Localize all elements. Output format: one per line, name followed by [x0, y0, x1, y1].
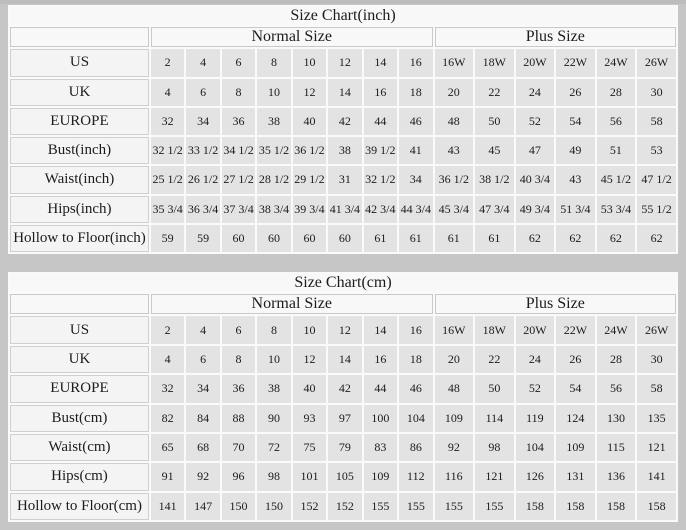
size-value-cell: 10 — [293, 316, 326, 343]
column-group-label: Normal Size — [151, 27, 433, 47]
row-label: EUROPE — [10, 108, 149, 135]
size-value-cell: 28 — [597, 346, 636, 373]
size-value-cell: 158 — [637, 493, 676, 520]
size-value-cell: 51 3/4 — [556, 196, 595, 223]
size-value-cell: 36 — [222, 375, 255, 402]
size-value-cell: 114 — [475, 405, 514, 432]
size-value-cell: 26W — [637, 49, 676, 76]
table-row — [10, 405, 676, 432]
size-value-cell: 54 — [556, 108, 595, 135]
size-value-cell: 86 — [399, 434, 432, 461]
size-value-cell: 124 — [556, 405, 595, 432]
size-value-cell: 60 — [293, 225, 326, 252]
size-value-cell: 22W — [556, 49, 595, 76]
size-value-cell: 20 — [435, 346, 474, 373]
size-value-cell: 82 — [151, 405, 184, 432]
size-value-cell: 32 — [151, 375, 184, 402]
size-value-cell: 38 3/4 — [257, 196, 290, 223]
size-value-cell: 26 — [556, 79, 595, 106]
size-value-cell: 27 1/2 — [222, 166, 255, 193]
row-label: US — [10, 49, 149, 76]
table-title: Size Chart(cm) — [10, 274, 676, 292]
size-value-cell: 141 — [637, 463, 676, 490]
size-value-cell: 40 — [293, 108, 326, 135]
size-value-cell: 46 — [399, 375, 432, 402]
size-value-cell: 97 — [328, 405, 361, 432]
size-value-cell: 24 — [516, 79, 555, 106]
size-value-cell: 42 — [328, 375, 361, 402]
size-value-cell: 33 1/2 — [186, 137, 219, 164]
size-value-cell: 50 — [475, 108, 514, 135]
table-row — [10, 108, 676, 135]
size-value-cell: 47 — [516, 137, 555, 164]
size-value-cell: 8 — [222, 346, 255, 373]
size-value-cell: 58 — [637, 108, 676, 135]
size-value-cell: 14 — [364, 316, 397, 343]
size-value-cell: 16W — [435, 49, 474, 76]
size-value-cell: 88 — [222, 405, 255, 432]
size-value-cell: 42 3/4 — [364, 196, 397, 223]
size-value-cell: 53 — [637, 137, 676, 164]
size-value-cell: 91 — [151, 463, 184, 490]
size-value-cell: 39 3/4 — [293, 196, 326, 223]
size-value-cell: 20W — [516, 316, 555, 343]
size-value-cell: 30 — [637, 79, 676, 106]
size-value-cell: 38 — [257, 375, 290, 402]
size-value-cell: 20 — [435, 79, 474, 106]
size-value-cell: 42 — [328, 108, 361, 135]
size-value-cell: 26 1/2 — [186, 166, 219, 193]
row-label: UK — [10, 79, 149, 106]
size-value-cell: 37 3/4 — [222, 196, 255, 223]
size-value-cell: 155 — [364, 493, 397, 520]
corner-cell — [10, 294, 149, 314]
size-value-cell: 147 — [186, 493, 219, 520]
size-value-cell: 53 3/4 — [597, 196, 636, 223]
size-value-cell: 126 — [516, 463, 555, 490]
size-value-cell: 79 — [328, 434, 361, 461]
size-value-cell: 44 3/4 — [399, 196, 432, 223]
table-title-row — [10, 274, 676, 292]
size-value-cell: 29 1/2 — [293, 166, 326, 193]
size-value-cell: 6 — [222, 316, 255, 343]
size-value-cell: 90 — [257, 405, 290, 432]
size-value-cell: 158 — [597, 493, 636, 520]
size-value-cell: 75 — [293, 434, 326, 461]
size-value-cell: 39 1/2 — [364, 137, 397, 164]
size-value-cell: 25 1/2 — [151, 166, 184, 193]
size-value-cell: 4 — [151, 346, 184, 373]
size-value-cell: 24W — [597, 49, 636, 76]
size-value-cell: 109 — [364, 463, 397, 490]
size-value-cell: 16 — [399, 49, 432, 76]
size-value-cell: 92 — [186, 463, 219, 490]
size-value-cell: 36 1/2 — [293, 137, 326, 164]
size-value-cell: 24 — [516, 346, 555, 373]
size-value-cell: 49 — [556, 137, 595, 164]
size-value-cell: 45 3/4 — [435, 196, 474, 223]
size-value-cell: 50 — [475, 375, 514, 402]
table-row — [10, 225, 676, 252]
size-value-cell: 68 — [186, 434, 219, 461]
row-label: Waist(cm) — [10, 434, 149, 461]
size-value-cell: 100 — [364, 405, 397, 432]
size-value-cell: 70 — [222, 434, 255, 461]
size-value-cell: 109 — [556, 434, 595, 461]
size-value-cell: 12 — [293, 79, 326, 106]
size-chart-inch-table — [8, 5, 678, 254]
size-value-cell: 45 1/2 — [597, 166, 636, 193]
table-row — [10, 49, 676, 76]
size-value-cell: 96 — [222, 463, 255, 490]
size-value-cell: 16 — [399, 316, 432, 343]
size-value-cell: 112 — [399, 463, 432, 490]
size-value-cell: 36 1/2 — [435, 166, 474, 193]
size-value-cell: 35 1/2 — [257, 137, 290, 164]
size-value-cell: 109 — [435, 405, 474, 432]
size-value-cell: 61 — [435, 225, 474, 252]
size-value-cell: 38 — [328, 137, 361, 164]
size-value-cell: 34 — [186, 108, 219, 135]
table-row — [10, 79, 676, 106]
table-row — [10, 375, 676, 402]
size-value-cell: 34 1/2 — [222, 137, 255, 164]
size-chart-cm-section — [8, 272, 678, 522]
size-value-cell: 26W — [637, 316, 676, 343]
size-value-cell: 155 — [435, 493, 474, 520]
table-row — [10, 137, 676, 164]
size-value-cell: 152 — [328, 493, 361, 520]
size-value-cell: 54 — [556, 375, 595, 402]
size-value-cell: 10 — [257, 346, 290, 373]
size-value-cell: 121 — [637, 434, 676, 461]
size-value-cell: 44 — [364, 375, 397, 402]
size-value-cell: 22 — [475, 79, 514, 106]
size-value-cell: 135 — [637, 405, 676, 432]
size-value-cell: 20W — [516, 49, 555, 76]
size-value-cell: 43 — [556, 166, 595, 193]
size-value-cell: 28 — [597, 79, 636, 106]
column-group-header-row — [10, 294, 676, 314]
row-label: EUROPE — [10, 375, 149, 402]
size-value-cell: 58 — [637, 375, 676, 402]
table-row — [10, 434, 676, 461]
size-value-cell: 83 — [364, 434, 397, 461]
size-value-cell: 131 — [556, 463, 595, 490]
size-value-cell: 22W — [556, 316, 595, 343]
size-value-cell: 4 — [151, 79, 184, 106]
size-value-cell: 34 — [186, 375, 219, 402]
size-value-cell: 62 — [516, 225, 555, 252]
size-value-cell: 22 — [475, 346, 514, 373]
table-title: Size Chart(inch) — [10, 7, 676, 25]
row-label: UK — [10, 346, 149, 373]
size-value-cell: 12 — [328, 316, 361, 343]
size-value-cell: 52 — [516, 375, 555, 402]
size-value-cell: 16 — [364, 79, 397, 106]
size-value-cell: 115 — [597, 434, 636, 461]
size-chart-inch-section — [8, 5, 678, 254]
size-value-cell: 38 — [257, 108, 290, 135]
row-label: US — [10, 316, 149, 343]
size-value-cell: 36 — [222, 108, 255, 135]
row-label: Hips(inch) — [10, 196, 149, 223]
size-value-cell: 14 — [328, 346, 361, 373]
size-value-cell: 61 — [399, 225, 432, 252]
size-value-cell: 30 — [637, 346, 676, 373]
table-row — [10, 316, 676, 343]
size-value-cell: 10 — [257, 79, 290, 106]
size-value-cell: 16W — [435, 316, 474, 343]
size-value-cell: 40 — [293, 375, 326, 402]
size-value-cell: 98 — [257, 463, 290, 490]
size-value-cell: 8 — [222, 79, 255, 106]
size-value-cell: 59 — [186, 225, 219, 252]
corner-cell — [10, 27, 149, 47]
size-value-cell: 60 — [222, 225, 255, 252]
row-label: Bust(cm) — [10, 405, 149, 432]
size-value-cell: 59 — [151, 225, 184, 252]
size-value-cell: 8 — [257, 49, 290, 76]
size-value-cell: 32 1/2 — [364, 166, 397, 193]
size-value-cell: 43 — [435, 137, 474, 164]
size-value-cell: 2 — [151, 49, 184, 76]
size-value-cell: 10 — [293, 49, 326, 76]
size-value-cell: 38 1/2 — [475, 166, 514, 193]
size-value-cell: 65 — [151, 434, 184, 461]
size-value-cell: 32 — [151, 108, 184, 135]
row-label: Waist(inch) — [10, 166, 149, 193]
size-value-cell: 28 1/2 — [257, 166, 290, 193]
size-value-cell: 34 — [399, 166, 432, 193]
size-value-cell: 60 — [257, 225, 290, 252]
size-value-cell: 4 — [186, 49, 219, 76]
size-chart-cm-table — [8, 272, 678, 522]
size-value-cell: 121 — [475, 463, 514, 490]
size-value-cell: 51 — [597, 137, 636, 164]
size-value-cell: 44 — [364, 108, 397, 135]
size-value-cell: 158 — [516, 493, 555, 520]
size-value-cell: 141 — [151, 493, 184, 520]
size-value-cell: 150 — [222, 493, 255, 520]
size-value-cell: 56 — [597, 375, 636, 402]
size-value-cell: 49 3/4 — [516, 196, 555, 223]
size-value-cell: 40 3/4 — [516, 166, 555, 193]
size-value-cell: 31 — [328, 166, 361, 193]
size-value-cell: 45 — [475, 137, 514, 164]
row-label: Hollow to Floor(inch) — [10, 225, 149, 252]
size-value-cell: 26 — [556, 346, 595, 373]
column-group-label: Normal Size — [151, 294, 433, 314]
size-value-cell: 24W — [597, 316, 636, 343]
size-value-cell: 136 — [597, 463, 636, 490]
size-value-cell: 14 — [364, 49, 397, 76]
size-value-cell: 92 — [435, 434, 474, 461]
size-value-cell: 55 1/2 — [637, 196, 676, 223]
size-value-cell: 84 — [186, 405, 219, 432]
table-row — [10, 166, 676, 193]
size-value-cell: 6 — [186, 79, 219, 106]
size-value-cell: 47 3/4 — [475, 196, 514, 223]
size-value-cell: 18W — [475, 316, 514, 343]
size-value-cell: 18W — [475, 49, 514, 76]
table-row — [10, 493, 676, 520]
table-title-row — [10, 7, 676, 25]
size-value-cell: 56 — [597, 108, 636, 135]
size-value-cell: 62 — [556, 225, 595, 252]
size-value-cell: 52 — [516, 108, 555, 135]
table-row — [10, 346, 676, 373]
size-value-cell: 18 — [399, 79, 432, 106]
size-value-cell: 152 — [293, 493, 326, 520]
size-value-cell: 130 — [597, 405, 636, 432]
size-value-cell: 18 — [399, 346, 432, 373]
size-value-cell: 61 — [475, 225, 514, 252]
size-value-cell: 47 1/2 — [637, 166, 676, 193]
size-value-cell: 60 — [328, 225, 361, 252]
size-value-cell: 158 — [556, 493, 595, 520]
size-value-cell: 12 — [293, 346, 326, 373]
size-value-cell: 48 — [435, 375, 474, 402]
size-value-cell: 41 3/4 — [328, 196, 361, 223]
size-value-cell: 4 — [186, 316, 219, 343]
row-label: Bust(inch) — [10, 137, 149, 164]
table-row — [10, 463, 676, 490]
size-value-cell: 6 — [222, 49, 255, 76]
size-value-cell: 150 — [257, 493, 290, 520]
size-value-cell: 41 — [399, 137, 432, 164]
size-value-cell: 14 — [328, 79, 361, 106]
size-value-cell: 46 — [399, 108, 432, 135]
size-value-cell: 32 1/2 — [151, 137, 184, 164]
size-value-cell: 62 — [637, 225, 676, 252]
size-value-cell: 61 — [364, 225, 397, 252]
size-value-cell: 6 — [186, 346, 219, 373]
size-value-cell: 36 3/4 — [186, 196, 219, 223]
size-value-cell: 98 — [475, 434, 514, 461]
column-group-label: Plus Size — [435, 294, 676, 314]
size-value-cell: 12 — [328, 49, 361, 76]
size-value-cell: 155 — [399, 493, 432, 520]
size-value-cell: 155 — [475, 493, 514, 520]
table-row — [10, 196, 676, 223]
row-label: Hollow to Floor(cm) — [10, 493, 149, 520]
column-group-header-row — [10, 27, 676, 47]
row-label: Hips(cm) — [10, 463, 149, 490]
size-value-cell: 101 — [293, 463, 326, 490]
size-value-cell: 119 — [516, 405, 555, 432]
size-value-cell: 35 3/4 — [151, 196, 184, 223]
size-value-cell: 48 — [435, 108, 474, 135]
size-value-cell: 105 — [328, 463, 361, 490]
size-value-cell: 104 — [516, 434, 555, 461]
size-value-cell: 104 — [399, 405, 432, 432]
size-value-cell: 2 — [151, 316, 184, 343]
size-value-cell: 93 — [293, 405, 326, 432]
size-value-cell: 62 — [597, 225, 636, 252]
size-value-cell: 116 — [435, 463, 474, 490]
page-top-strip — [0, 0, 686, 4]
column-group-label: Plus Size — [435, 27, 676, 47]
size-value-cell: 16 — [364, 346, 397, 373]
size-value-cell: 8 — [257, 316, 290, 343]
size-value-cell: 72 — [257, 434, 290, 461]
